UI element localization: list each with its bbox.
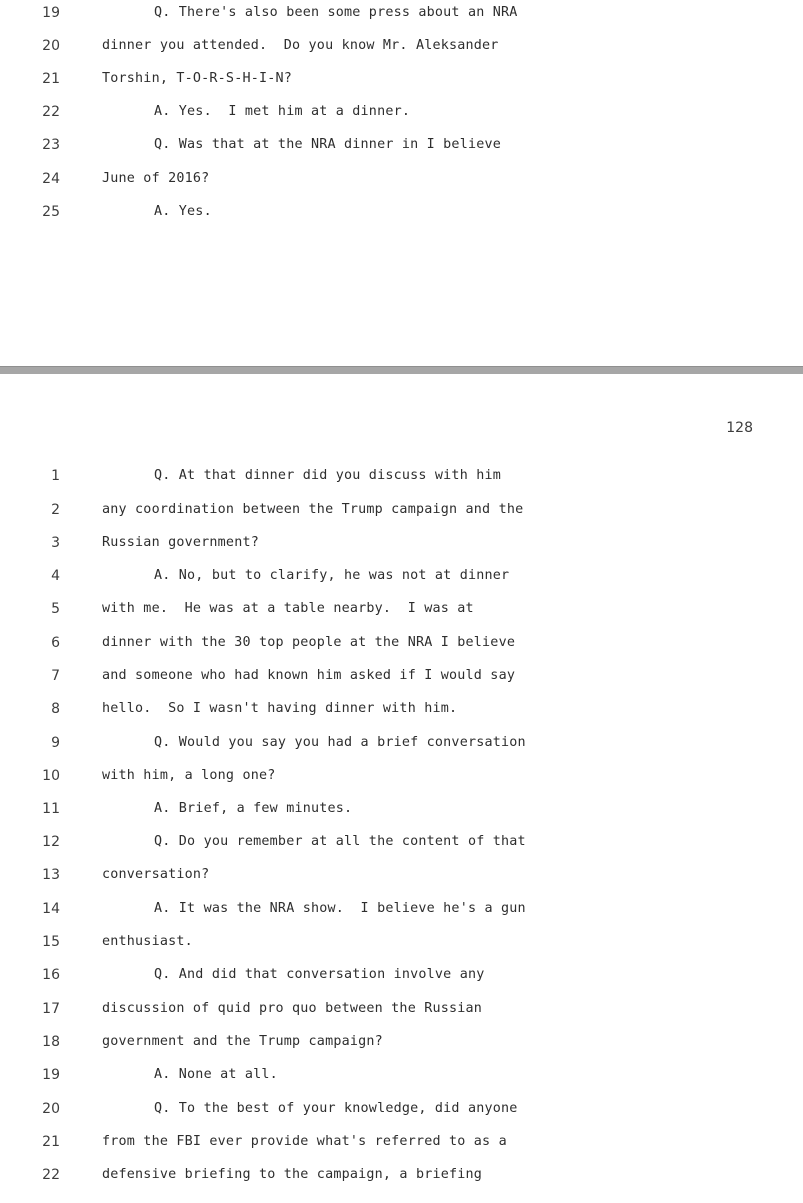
transcript-line [0,67,803,91]
line-text: A. None at all. [154,1067,278,1082]
line-number: 10 [42,768,60,784]
line-number: 21 [42,71,60,87]
line-text: with me. He was at a table nearby. I was at [102,601,474,616]
line-text: Q. Would you say you had a brief conversation [154,735,526,750]
transcript-line [0,498,803,522]
transcript-line [0,997,803,1021]
line-text: Q. There's also been some press about an NRA [154,5,518,20]
line-number: 17 [42,1001,60,1017]
transcript-line [0,597,803,621]
line-text: conversation? [102,867,210,882]
line-number: 20 [42,1101,60,1117]
transcript-line [0,1163,803,1187]
line-number: 21 [42,1134,60,1150]
transcript-line [0,564,803,588]
transcript-line [0,34,803,58]
transcript-line [0,1,803,25]
transcript-line [0,930,803,954]
line-number: 4 [51,568,60,584]
line-number: 9 [51,735,60,751]
transcript-line [0,963,803,987]
transcript-line [0,631,803,655]
line-text: from the FBI ever provide what's referred to as a [102,1134,507,1149]
line-number: 18 [42,1034,60,1050]
line-number: 12 [42,834,60,850]
line-text: hello. So I wasn't having dinner with him. [102,701,458,716]
line-text: dinner with the 30 top people at the NRA I believe [102,635,516,650]
transcript-line [0,1130,803,1154]
transcript-line [0,200,803,224]
transcript-page-bottom [0,374,803,1203]
transcript-line [0,133,803,157]
line-text: Russian government? [102,535,259,550]
transcript-line [0,731,803,755]
line-number: 19 [42,5,60,21]
transcript-line [0,167,803,191]
line-number: 22 [42,104,60,120]
transcript-line [0,100,803,124]
line-text: A. No, but to clarify, he was not at dinner [154,568,510,583]
line-number: 5 [51,601,60,617]
transcript-line [0,797,803,821]
line-text: Q. Was that at the NRA dinner in I believe [154,137,501,152]
transcript-line [0,897,803,921]
line-text: government and the Trump campaign? [102,1034,383,1049]
line-number: 7 [51,668,60,684]
line-text: with him, a long one? [102,768,276,783]
line-number: 2 [51,502,60,518]
transcript-line [0,1030,803,1054]
transcript-line [0,531,803,555]
line-number: 6 [51,635,60,651]
line-text: enthusiast. [102,934,193,949]
line-text: Q. And did that conversation involve any [154,967,485,982]
line-text: Q. To the best of your knowledge, did anyone [154,1101,518,1116]
transcript-line [0,863,803,887]
line-number: 16 [42,967,60,983]
line-number: 22 [42,1167,60,1183]
transcript-page-top [0,0,803,366]
line-number: 13 [42,867,60,883]
transcript-line [0,664,803,688]
transcript-line [0,1097,803,1121]
transcript-line [0,830,803,854]
line-number: 1 [51,468,60,484]
line-text: A. Yes. [154,204,212,219]
line-text: discussion of quid pro quo between the Russian [102,1001,483,1016]
line-number: 19 [42,1067,60,1083]
line-text: any coordination between the Trump campaign and the [102,502,524,517]
line-text: dinner you attended. Do you know Mr. Aleksander [102,38,499,53]
line-number: 20 [42,38,60,54]
transcript-line [0,464,803,488]
line-number: 25 [42,204,60,220]
line-number: 8 [51,701,60,717]
page-number: 128 [726,420,753,436]
transcript-line [0,697,803,721]
line-number: 24 [42,171,60,187]
line-number: 14 [42,901,60,917]
line-number: 3 [51,535,60,551]
line-text: defensive briefing to the campaign, a briefing [102,1167,483,1182]
line-number: 23 [42,137,60,153]
line-text: and someone who had known him asked if I would say [102,668,516,683]
line-number: 11 [42,801,60,817]
line-text: Q. Do you remember at all the content of that [154,834,526,849]
line-text: Torshin, T-O-R-S-H-I-N? [102,71,293,86]
transcript-line [0,1063,803,1087]
transcript-line [0,764,803,788]
line-number: 15 [42,934,60,950]
line-text: Q. At that dinner did you discuss with him [154,468,501,483]
line-text: A. It was the NRA show. I believe he's a gun [154,901,526,916]
line-text: June of 2016? [102,171,210,186]
line-text: A. Brief, a few minutes. [154,801,353,816]
line-text: A. Yes. I met him at a dinner. [154,104,411,119]
page-separator [0,366,803,374]
